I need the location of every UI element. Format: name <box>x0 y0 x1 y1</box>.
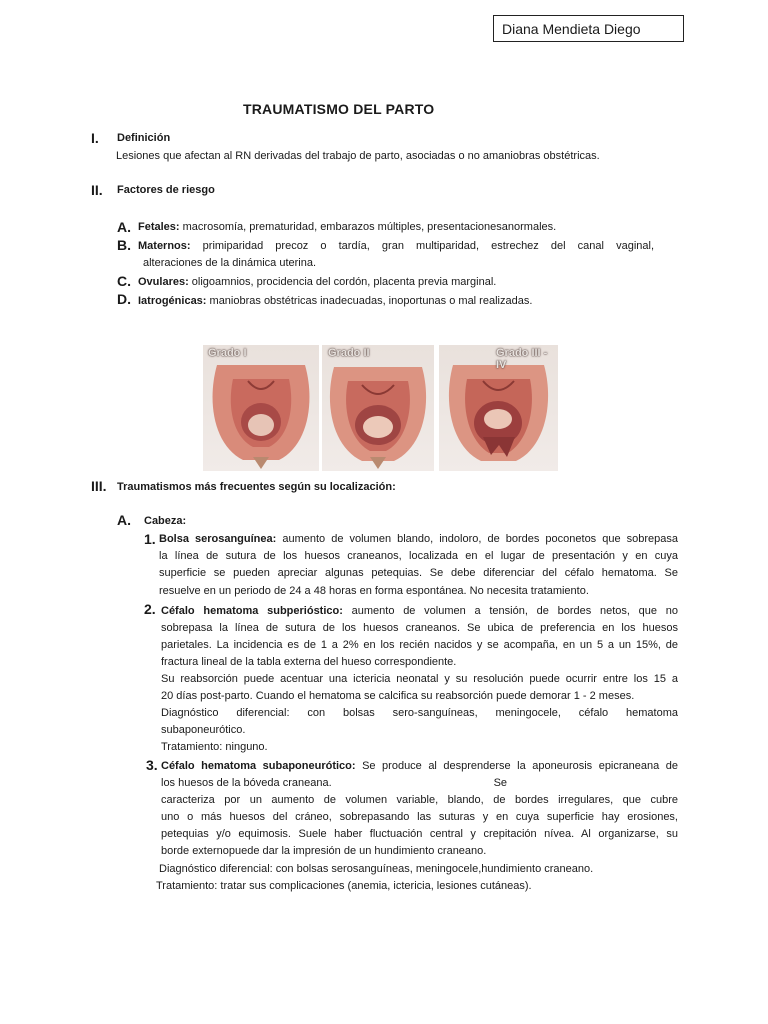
risk-item-fetales: Fetales: macrosomía, prematuridad, embarazos múltiples, presentacionesanormales. <box>138 221 557 233</box>
item-2-line: Tratamiento: ninguno. <box>161 741 268 753</box>
item-1-number: 1. <box>144 531 156 547</box>
figure-label: Grado I <box>208 347 247 359</box>
risk-item-iatrogenicas: Iatrogénicas: maniobras obstétricas inadecuadas, inoportunas o mal realizadas. <box>138 295 533 307</box>
section-1-text: Lesiones que afectan al RN derivadas del trabajo de parto, asociadas o no amaniobras obstétricas. <box>116 150 600 162</box>
section-3-numeral: III. <box>91 478 107 494</box>
risk-item-letter: A. <box>117 219 131 235</box>
item-3-number: 3. <box>146 757 158 773</box>
risk-item-maternos-cont: alteraciones de la dinámica uterina. <box>143 257 317 269</box>
item-3-line: petequias y/o equimosis. Suele haber fluctuación central y crepitación nívea. Al organizarse, su <box>161 828 678 840</box>
author-name-box: Diana Mendieta Diego <box>493 15 684 42</box>
figure-label: Grado II <box>328 347 370 359</box>
item-3-line: los huesos de la bóveda craneana. Se <box>161 777 508 789</box>
risk-item-letter: C. <box>117 273 131 289</box>
item-2-line: fractura lineal de la tabla externa del hueso correspondiente. <box>161 656 457 668</box>
figure-label: Grado III - IV <box>496 347 548 371</box>
item-3-line: uno o más huesos del cráneo, sobrepasando las suturas y en cuya superficie hay erosiones, <box>161 811 678 823</box>
item-2-line: 20 días post-parto. Cuando el hematoma se calcifica su reabsorción puede demorar 1 - 2 meses. <box>161 690 635 702</box>
document-title: TRAUMATISMO DEL PARTO <box>243 101 435 117</box>
subsection-a-letter: A. <box>117 512 131 528</box>
item-2-line: subaponeurótico. <box>161 724 246 736</box>
item-2-line: Diagnóstico diferencial: con bolsas sero-sanguíneas, meningocele, céfalo hematoma <box>161 707 678 719</box>
item-3-line: Tratamiento: tratar sus complicaciones (anemia, ictericia, lesiones cutáneas). <box>156 880 532 892</box>
item-1-line: Bolsa serosanguínea: aumento de volumen blando, indoloro, de bordes poconetos que sobrepasa <box>159 533 678 545</box>
item-2-number: 2. <box>144 601 156 617</box>
item-3-line: borde externopuede dar la impresión de un hundimiento craneano. <box>161 845 487 857</box>
item-1-line: la línea de sutura de los huesos craneanos, localizada en el lugar de presentación y en cuya <box>159 550 678 562</box>
section-2-heading: Factores de riesgo <box>117 184 215 196</box>
photo-grade-1 <box>203 345 319 471</box>
section-2-numeral: II. <box>91 182 103 198</box>
section-3-heading: Traumatismos más frecuentes según su localización: <box>117 481 396 493</box>
photo-grade-2 <box>322 345 434 471</box>
item-1-line: resuelve en un periodo de 24 a 48 horas en forma espontánea. No necesita tratamiento. <box>159 585 589 597</box>
section-1-numeral: I. <box>91 130 99 146</box>
subsection-a-heading: Cabeza: <box>144 515 187 527</box>
item-2-line: Céfalo hematoma subperióstico: aumento de volumen a tensión, de bordes netos, que no <box>161 605 678 617</box>
section-1-heading: Definición <box>117 132 171 144</box>
item-3-line: Céfalo hematoma subaponeurótico: Se produce al desprenderse la aponeurosis epicraneana de <box>161 760 678 772</box>
item-3-line: caracteriza por un aumento de volumen variable, blando, de bordes irregulares, que cubre <box>161 794 678 806</box>
item-1-line: superficie se pueden apreciar algunas petequias. Se debe diferenciar del céfalo hematoma. Se <box>159 567 678 579</box>
photo-grade-3-4 <box>439 345 558 471</box>
item-2-line: Su reabsorción puede acentuar una ictericia neonatal y su resolución puede ocurrir entre los 15 a <box>161 673 678 685</box>
risk-item-maternos: Maternos: primiparidad precoz o tardía, gran multiparidad, estrechez del canal vaginal, <box>138 240 654 252</box>
item-2-line: parietales. La incidencia es de 1 a 2% en los recién nacidos y se acompaña, en un 5 a un 15%, de <box>161 639 678 651</box>
item-2-line: sobrepasa la línea de sutura de los huesos craneanos. Se ubica de preferencia en los huesos <box>161 622 678 634</box>
item-3-line: Diagnóstico diferencial: con bolsas serosanguíneas, meningocele,hundimiento craneano. <box>159 863 594 875</box>
risk-item-letter: B. <box>117 237 131 253</box>
risk-item-letter: D. <box>117 291 131 307</box>
risk-item-ovulares: Ovulares: oligoamnios, procidencia del cordón, placenta previa marginal. <box>138 276 497 288</box>
